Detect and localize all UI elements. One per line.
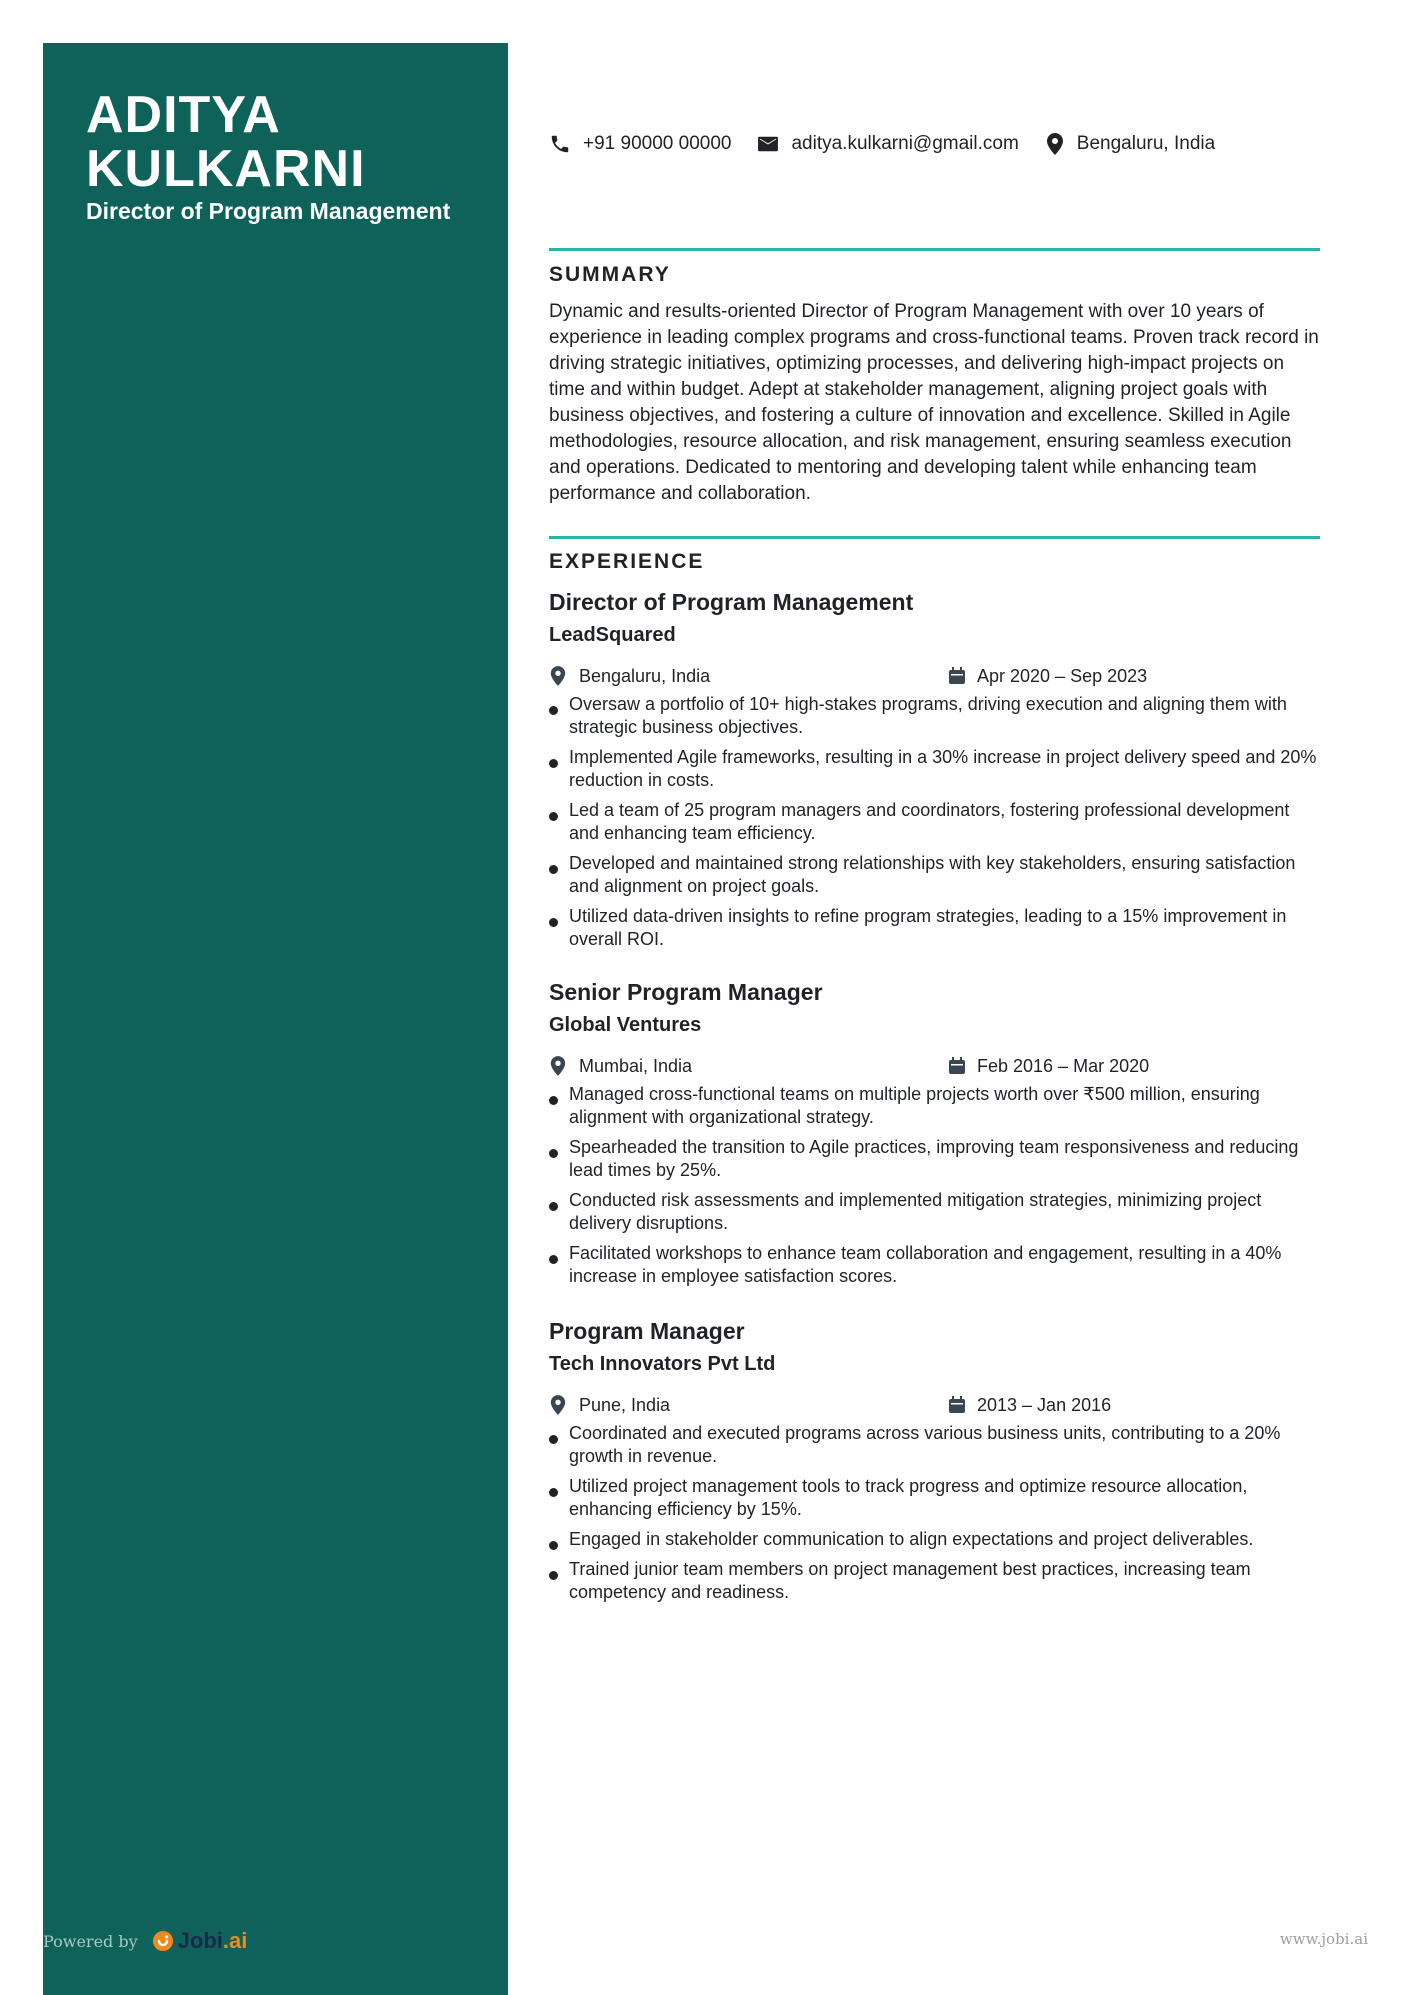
job-title: Senior Program Manager — [549, 979, 823, 1005]
calendar-icon — [947, 666, 967, 686]
job-entry — [549, 1317, 1320, 1611]
job-company: Tech Innovators Pvt Ltd — [549, 1353, 776, 1375]
job-location — [549, 1394, 670, 1416]
job-location — [549, 1055, 692, 1077]
job-entry — [549, 978, 1320, 1295]
candidate-name — [86, 88, 486, 196]
job-bullets — [549, 1422, 1320, 1604]
jobi-logo-icon — [152, 1930, 174, 1952]
bullet-item: Spearheaded the transition to Agile practices, improving team responsiveness and reducing lead times by 25%. — [549, 1136, 1320, 1182]
job-location — [549, 665, 710, 687]
job-dates — [947, 1395, 1111, 1416]
sidebar — [43, 43, 508, 1995]
job-location-text: Bengaluru, India — [579, 665, 711, 686]
phone-text: +91 90000 00000 — [583, 133, 732, 154]
email-text: aditya.kulkarni@gmail.com — [791, 133, 1019, 154]
bullet-item: Developed and maintained strong relationships with key stakeholders, ensuring satisfaction and alignment on project goals. — [549, 852, 1320, 898]
job-location-text: Mumbai, India — [579, 1055, 693, 1076]
bullet-item: Oversaw a portfolio of 10+ high-stakes programs, driving execution and aligning them with strategic business objectives. — [549, 693, 1320, 739]
summary-text: Dynamic and results-oriented Director of Program Management with over 10 years of experience in leading complex programs and cross-functional teams. Proven track record in driving strategic initiatives, optimizing processes, and delivering high-impact projects on time and within budget. Adept at stakeholder management, aligning project goals with business objectives, and fostering a culture of innovation and excellence. Skilled in Agile methodologies, resource allocation, and risk management, ensuring seamless execution and operations. Dedicated to mentoring and developing talent while enhancing team performance and collaboration. — [549, 301, 1319, 504]
contact-location — [1045, 132, 1215, 156]
location-pin-icon — [1045, 132, 1065, 156]
summary-divider — [549, 248, 1320, 251]
bullet-item: Utilized data-driven insights to refine program strategies, leading to a 15% improvement in overall ROI. — [549, 905, 1320, 951]
job-location-text: Pune, India — [579, 1394, 671, 1415]
jobi-logo[interactable] — [152, 1928, 248, 1954]
bullet-item: Trained junior team members on project management best practices, increasing team competency and readiness. — [549, 1558, 1320, 1604]
bullet-item: Conducted risk assessments and implemented mitigation strategies, minimizing project delivery disruptions. — [549, 1189, 1320, 1235]
job-title: Program Manager — [549, 1318, 745, 1344]
bullet-item: Utilized project management tools to track progress and optimize resource allocation, enhancing efficiency by 15%. — [549, 1475, 1320, 1521]
bullet-item: Managed cross-functional teams on multiple projects worth over ₹500 million, ensuring alignment with organizational strategy. — [549, 1083, 1320, 1129]
experience-heading: EXPERIENCE — [549, 550, 705, 573]
job-bullets — [549, 1083, 1320, 1288]
job-meta — [549, 659, 1320, 693]
phone-icon — [549, 133, 571, 155]
contact-phone[interactable] — [549, 133, 731, 155]
bullet-item: Facilitated workshops to enhance team collaboration and engagement, resulting in a 40% increase in employee satisfaction scores. — [549, 1242, 1320, 1288]
job-bullets — [549, 693, 1320, 951]
bullet-item: Implemented Agile frameworks, resulting in a 30% increase in project delivery speed and 20% reduction in costs. — [549, 746, 1320, 792]
powered-by-label: Powered by — [43, 1931, 138, 1951]
location-pin-icon — [549, 1394, 567, 1416]
candidate-role: Director of Program Management — [86, 198, 451, 224]
contact-email[interactable] — [757, 133, 1018, 155]
bullet-item: Led a team of 25 program managers and coordinators, fostering professional development and enhancing team efficiency. — [549, 799, 1320, 845]
bullet-item: Coordinated and executed programs across various business units, contributing to a 20% growth in revenue. — [549, 1422, 1320, 1468]
location-pin-icon — [549, 665, 567, 687]
location-pin-icon — [549, 1055, 567, 1077]
summary-heading: SUMMARY — [549, 263, 671, 286]
location-text: Bengaluru, India — [1076, 133, 1216, 154]
mail-icon — [757, 135, 779, 153]
job-dates-text: Feb 2016 – Mar 2020 — [977, 1055, 1150, 1076]
calendar-icon — [947, 1395, 967, 1415]
brand-suffix: .ai — [222, 1928, 248, 1953]
name-line-1: ADITYA — [86, 86, 281, 144]
job-dates — [947, 666, 1147, 687]
job-entry — [549, 588, 1320, 958]
bullet-item: Engaged in stakeholder communication to align expectations and project deliverables. — [549, 1528, 1320, 1551]
powered-by — [43, 1928, 247, 1954]
job-dates-text: 2013 – Jan 2016 — [977, 1394, 1112, 1415]
job-dates — [947, 1056, 1149, 1077]
job-dates-text: Apr 2020 – Sep 2023 — [977, 665, 1148, 686]
job-company: Global Ventures — [549, 1014, 702, 1036]
job-meta — [549, 1049, 1320, 1083]
job-title: Director of Program Management — [549, 589, 914, 615]
website-link[interactable]: www.jobi.ai — [1279, 1930, 1368, 1948]
brand-main: Jobi — [177, 1928, 223, 1953]
experience-divider — [549, 536, 1320, 539]
job-company: LeadSquared — [549, 624, 676, 646]
calendar-icon — [947, 1056, 967, 1076]
name-line-2: KULKARNI — [86, 140, 366, 198]
contact-row — [549, 130, 1241, 158]
job-meta — [549, 1388, 1320, 1422]
